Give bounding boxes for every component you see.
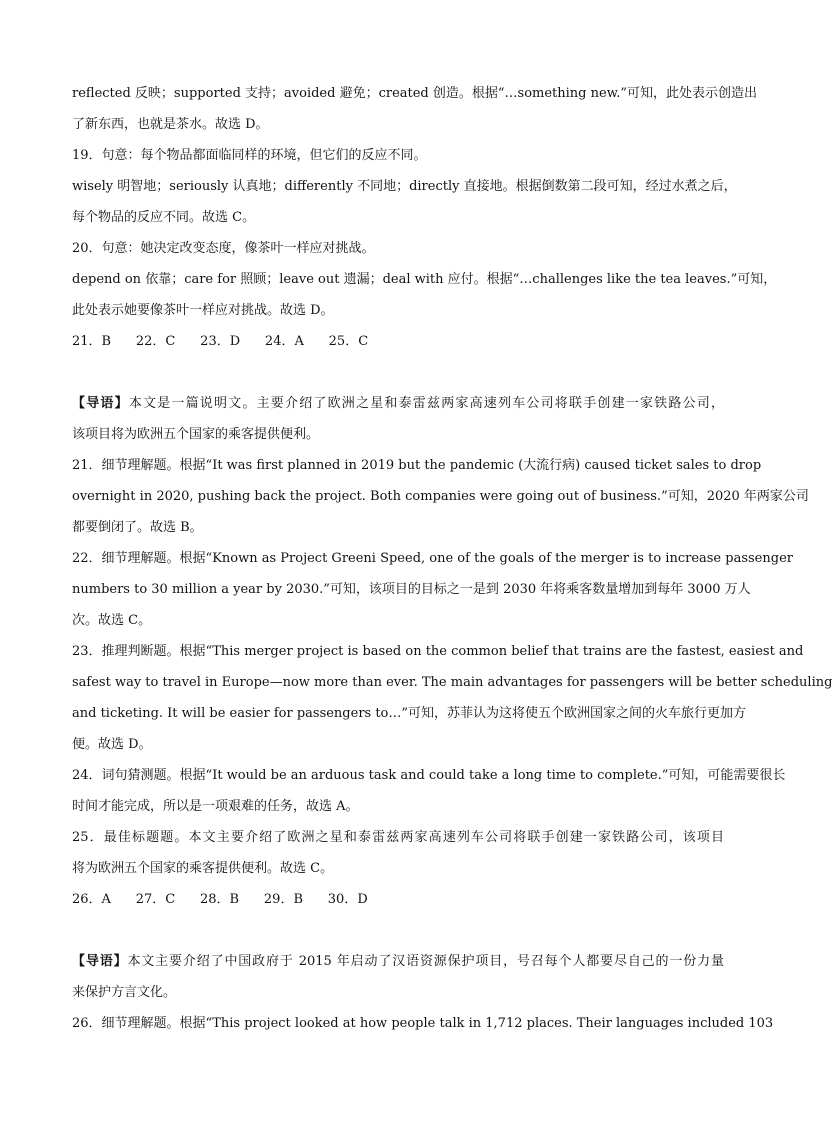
- section-spacer: [72, 915, 724, 946]
- q22-line-1: 22．细节理解题。根据“Known as Project Greeni Speed, one of the goals of the merger is to increase passenger: [72, 551, 793, 566]
- answers-26-30: 26．A 27．C 28．B 29．B 30．D: [72, 892, 368, 907]
- q23-line-2: safest way to travel in Europe—now more than ever. The main advantages for passengers will be better scheduling: [72, 675, 832, 690]
- q22-line-2: numbers to 30 million a year by 2030.”可知，该项目的目标之一是到 2030 年将乘客数量增加到每年 3000 万人: [72, 582, 751, 597]
- q20-explanation-line-2: 此处表示她要像茶叶一样应对挑战。故选 D。: [72, 303, 334, 318]
- q23-line-1: 23．推理判断题。根据“This merger project is based on the common belief that trains are the fastest, easiest and: [72, 644, 804, 659]
- q23-line-4: 便。故选 D。: [72, 737, 152, 752]
- answers-21-25: 21．B 22．C 23．D 24．A 25．C: [72, 334, 369, 349]
- q19-explanation-line-1: wisely 明智地；seriously 认真地；differently 不同地；directly 直接地。根据倒数第二段可知，经过水煮之后，: [72, 179, 737, 194]
- q21-line-2: overnight in 2020, pushing back the project. Both companies were going out of business.”可知，2020 年两家公司: [72, 489, 809, 504]
- q22-line-3: 次。故选 C。: [72, 613, 152, 628]
- passage-d-guide-line-1: [72, 946, 724, 977]
- q25-line-2: 将为欧洲五个国家的乘客提供便利。故选 C。: [72, 861, 334, 876]
- q24-line-2: 时间才能完成，所以是一项艰难的任务，故选 A。: [72, 799, 359, 814]
- q18-explanation-line-1: reflected 反映；supported 支持；avoided 避免；created 创造。根据“…something new.”可知，此处表示创造出: [72, 86, 758, 101]
- section-spacer: [72, 357, 724, 388]
- q19-explanation-line-2: 每个物品的反应不同。故选 C。: [72, 210, 256, 225]
- q18-explanation-line-2: 了新东西，也就是茶水。故选 D。: [72, 117, 269, 132]
- q20-explanation-line-1: depend on 依靠；care for 照顾；leave out 遗漏；deal with 应付。根据“…challenges like the tea leaves.”可知，: [72, 272, 777, 287]
- answer-key-page: [72, 78, 832, 1039]
- guide-text: 本文主要介绍了中国政府于 2015 年启动了汉语资源保护项目，号召每个人都要尽自己的一份力量: [127, 954, 724, 969]
- passage-d-guide-line-2: 来保护方言文化。: [72, 985, 177, 1000]
- q23-line-3: and ticketing. It will be easier for passengers to…”可知，苏菲认为这将使五个欧洲国家之间的火车旅行更加方: [72, 706, 747, 721]
- passage-c-guide-line-2: 该项目将为欧洲五个国家的乘客提供便利。: [72, 427, 320, 442]
- guide-label: 【导语】: [72, 954, 128, 969]
- q20-sentence-meaning: 20．句意：她决定改变态度，像茶叶一样应对挑战。: [72, 241, 375, 256]
- q21-line-3: 都要倒闭了。故选 B。: [72, 520, 203, 535]
- q25-line-1: 25．最佳标题题。本文主要介绍了欧洲之星和泰雷兹两家高速列车公司将联手创建一家铁路公司，该项目: [72, 830, 724, 845]
- q26-line-1: 26．细节理解题。根据“This project looked at how people talk in 1,712 places. Their languages included 103: [72, 1016, 774, 1031]
- q21-line-1: 21．细节理解题。根据“It was first planned in 2019 but the pandemic (大流行病) caused ticket sales to drop: [72, 458, 762, 473]
- q19-sentence-meaning: 19．句意：每个物品都面临同样的环境，但它们的反应不同。: [72, 148, 427, 163]
- q24-line-1: 24．词句猜测题。根据“It would be an arduous task and could take a long time to complete.”可知，可能需要很长: [72, 768, 786, 783]
- guide-text: 本文是一篇说明文。主要介绍了欧洲之星和泰雷兹两家高速列车公司将联手创建一家铁路公司，: [128, 396, 724, 411]
- passage-c-guide-line-1: [72, 388, 724, 419]
- guide-label: 【导语】: [72, 396, 129, 411]
